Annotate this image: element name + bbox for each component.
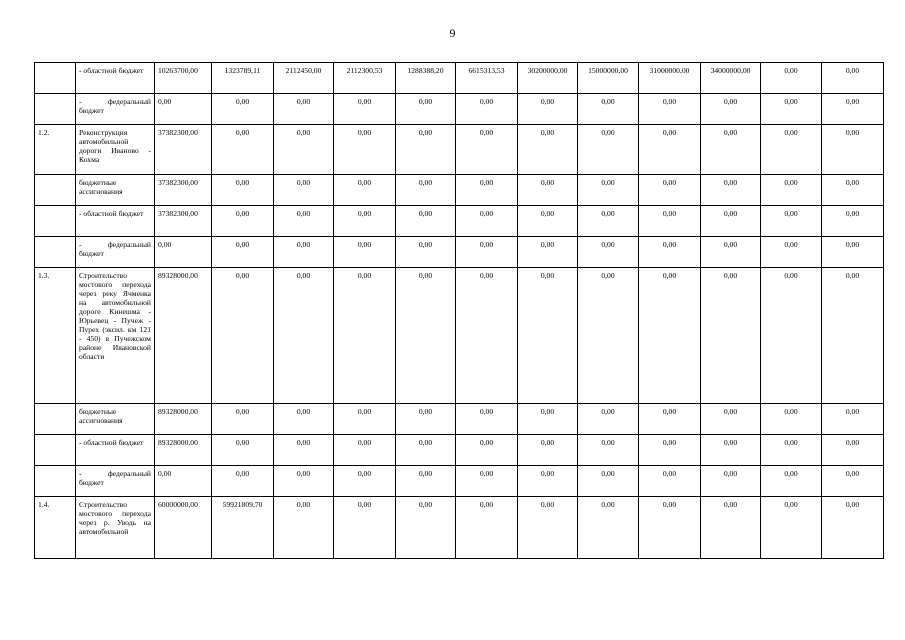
value-cell: 31000000,00: [639, 63, 701, 94]
value-cell: 0,00: [518, 125, 578, 175]
row-name-cell: - областной бюджет: [76, 435, 155, 466]
row-name-cell: Реконструкция автомобильной дороги Иваново - Кохма: [76, 125, 155, 175]
value-cell: 0,00: [274, 237, 334, 268]
value-cell: 0,00: [274, 497, 334, 559]
value-cell: 0,00: [639, 94, 701, 125]
table-row: [35, 268, 884, 404]
row-name-cell: бюджетные ассигнования: [76, 404, 155, 435]
value-cell: 0,00: [822, 206, 884, 237]
value-cell: 0,00: [578, 435, 639, 466]
value-cell: 0,00: [701, 497, 761, 559]
value-cell: 2112300,53: [334, 63, 396, 94]
value-cell: 0,00: [761, 125, 822, 175]
value-cell: 0,00: [822, 497, 884, 559]
value-cell: 0,00: [456, 497, 518, 559]
value-cell: 0,00: [456, 125, 518, 175]
value-cell: 0,00: [822, 175, 884, 206]
value-cell: 37382300,00: [155, 125, 212, 175]
value-cell: 0,00: [396, 237, 456, 268]
value-cell: 0,00: [761, 63, 822, 94]
value-cell: 0,00: [212, 466, 274, 497]
row-number-cell: [35, 404, 76, 435]
value-cell: 0,00: [578, 125, 639, 175]
table-body: [35, 63, 884, 559]
row-number-cell: 1.3.: [35, 268, 76, 404]
value-cell: 0,00: [822, 435, 884, 466]
value-cell: 0,00: [761, 175, 822, 206]
value-cell: 0,00: [456, 435, 518, 466]
value-cell: 0,00: [212, 268, 274, 404]
value-cell: 0,00: [701, 206, 761, 237]
value-cell: 0,00: [334, 404, 396, 435]
value-cell: 0,00: [456, 268, 518, 404]
value-cell: 0,00: [639, 435, 701, 466]
table-row: [35, 435, 884, 466]
value-cell: 0,00: [274, 268, 334, 404]
value-cell: 0,00: [274, 466, 334, 497]
value-cell: 60000000,00: [155, 497, 212, 559]
value-cell: 0,00: [761, 268, 822, 404]
value-cell: 2112450,00: [274, 63, 334, 94]
value-cell: 0,00: [761, 466, 822, 497]
table-row: [35, 466, 884, 497]
value-cell: 0,00: [212, 404, 274, 435]
row-number-cell: [35, 435, 76, 466]
value-cell: 0,00: [456, 237, 518, 268]
value-cell: 0,00: [274, 206, 334, 237]
value-cell: 0,00: [334, 466, 396, 497]
value-cell: 0,00: [822, 125, 884, 175]
value-cell: 0,00: [578, 175, 639, 206]
value-cell: 0,00: [822, 404, 884, 435]
value-cell: 0,00: [578, 268, 639, 404]
value-cell: 0,00: [639, 497, 701, 559]
value-cell: 0,00: [701, 237, 761, 268]
value-cell: 0,00: [701, 404, 761, 435]
page-number: 9: [449, 26, 456, 40]
value-cell: 0,00: [396, 175, 456, 206]
value-cell: 0,00: [212, 237, 274, 268]
value-cell: 0,00: [456, 94, 518, 125]
value-cell: 0,00: [456, 206, 518, 237]
row-name-cell: - областной бюджет: [76, 206, 155, 237]
value-cell: 0,00: [822, 268, 884, 404]
row-number-cell: 1.2.: [35, 125, 76, 175]
value-cell: 0,00: [639, 206, 701, 237]
value-cell: 0,00: [456, 175, 518, 206]
value-cell: 0,00: [518, 206, 578, 237]
row-number-cell: [35, 466, 76, 497]
value-cell: 0,00: [212, 175, 274, 206]
table-row: [35, 206, 884, 237]
value-cell: 34000000,00: [701, 63, 761, 94]
value-cell: 0,00: [396, 94, 456, 125]
value-cell: 0,00: [212, 206, 274, 237]
table-row: [35, 63, 884, 94]
value-cell: 0,00: [334, 206, 396, 237]
value-cell: 0,00: [334, 435, 396, 466]
row-number-cell: [35, 94, 76, 125]
value-cell: 0,00: [578, 497, 639, 559]
value-cell: 0,00: [578, 237, 639, 268]
value-cell: 0,00: [822, 237, 884, 268]
value-cell: 0,00: [639, 125, 701, 175]
value-cell: 0,00: [155, 466, 212, 497]
value-cell: 0,00: [518, 94, 578, 125]
value-cell: 0,00: [639, 466, 701, 497]
value-cell: 0,00: [701, 466, 761, 497]
value-cell: 0,00: [701, 268, 761, 404]
budget-table: [34, 62, 884, 559]
value-cell: 0,00: [155, 94, 212, 125]
value-cell: 0,00: [518, 497, 578, 559]
value-cell: 0,00: [761, 435, 822, 466]
value-cell: 0,00: [761, 237, 822, 268]
row-number-cell: 1.4.: [35, 497, 76, 559]
value-cell: 6615313,53: [456, 63, 518, 94]
value-cell: 0,00: [396, 435, 456, 466]
value-cell: 0,00: [701, 125, 761, 175]
value-cell: 0,00: [274, 94, 334, 125]
table-row: [35, 497, 884, 559]
value-cell: 0,00: [274, 435, 334, 466]
value-cell: 0,00: [396, 466, 456, 497]
row-name-cell: бюджетные ассигнования: [76, 175, 155, 206]
value-cell: 0,00: [639, 175, 701, 206]
value-cell: 0,00: [518, 435, 578, 466]
row-name-cell: - федеральный бюджет: [76, 237, 155, 268]
value-cell: 0,00: [518, 268, 578, 404]
row-number-cell: [35, 206, 76, 237]
value-cell: 0,00: [212, 435, 274, 466]
row-name-cell: Строительство мостового перехода через реку Ячменка на автомобильной дороге Кинешма - Юрьевец - Пучеж - Пурех (эксил. км 121 - 450) в Пучежском районе Ивановской области: [76, 268, 155, 404]
value-cell: 0,00: [274, 125, 334, 175]
value-cell: 0,00: [701, 175, 761, 206]
row-name-cell: - областной бюджет: [76, 63, 155, 94]
value-cell: 0,00: [701, 435, 761, 466]
value-cell: 1323789,11: [212, 63, 274, 94]
value-cell: 10263700,00: [155, 63, 212, 94]
value-cell: 0,00: [639, 268, 701, 404]
value-cell: 89328000,00: [155, 268, 212, 404]
value-cell: 0,00: [334, 497, 396, 559]
value-cell: 0,00: [334, 237, 396, 268]
value-cell: 59921809,70: [212, 497, 274, 559]
value-cell: 89328000,00: [155, 404, 212, 435]
value-cell: 30200000,00: [518, 63, 578, 94]
row-name-cell: Строительство мостового перехода через р. Уводь на автомобильной: [76, 497, 155, 559]
value-cell: 0,00: [578, 94, 639, 125]
value-cell: 37382300,00: [155, 175, 212, 206]
value-cell: 0,00: [701, 94, 761, 125]
value-cell: 0,00: [639, 404, 701, 435]
table-row: [35, 404, 884, 435]
value-cell: 0,00: [456, 404, 518, 435]
table-row: [35, 94, 884, 125]
value-cell: 0,00: [334, 94, 396, 125]
value-cell: 0,00: [456, 466, 518, 497]
row-number-cell: [35, 175, 76, 206]
value-cell: 0,00: [822, 63, 884, 94]
value-cell: 37382300,00: [155, 206, 212, 237]
value-cell: 0,00: [822, 94, 884, 125]
row-name-cell: - федеральный бюджет: [76, 466, 155, 497]
value-cell: 1288388,20: [396, 63, 456, 94]
value-cell: 89328000,00: [155, 435, 212, 466]
value-cell: 0,00: [761, 94, 822, 125]
value-cell: 0,00: [639, 237, 701, 268]
value-cell: 0,00: [396, 404, 456, 435]
value-cell: 0,00: [334, 268, 396, 404]
value-cell: 0,00: [155, 237, 212, 268]
value-cell: 0,00: [518, 175, 578, 206]
row-name-cell: - федеральный бюджет: [76, 94, 155, 125]
value-cell: 0,00: [396, 206, 456, 237]
value-cell: 0,00: [212, 94, 274, 125]
table-row: [35, 237, 884, 268]
value-cell: 0,00: [761, 497, 822, 559]
value-cell: 0,00: [334, 125, 396, 175]
value-cell: 0,00: [518, 466, 578, 497]
value-cell: 15000000,00: [578, 63, 639, 94]
value-cell: 0,00: [761, 206, 822, 237]
value-cell: 0,00: [761, 404, 822, 435]
value-cell: 0,00: [822, 466, 884, 497]
value-cell: 0,00: [212, 125, 274, 175]
value-cell: 0,00: [396, 268, 456, 404]
table-row: [35, 125, 884, 175]
value-cell: 0,00: [396, 497, 456, 559]
value-cell: 0,00: [518, 237, 578, 268]
value-cell: 0,00: [578, 466, 639, 497]
row-number-cell: [35, 63, 76, 94]
value-cell: 0,00: [578, 404, 639, 435]
value-cell: 0,00: [396, 125, 456, 175]
value-cell: 0,00: [578, 206, 639, 237]
value-cell: 0,00: [334, 175, 396, 206]
value-cell: 0,00: [518, 404, 578, 435]
value-cell: 0,00: [274, 175, 334, 206]
row-number-cell: [35, 237, 76, 268]
value-cell: 0,00: [274, 404, 334, 435]
table-row: [35, 175, 884, 206]
